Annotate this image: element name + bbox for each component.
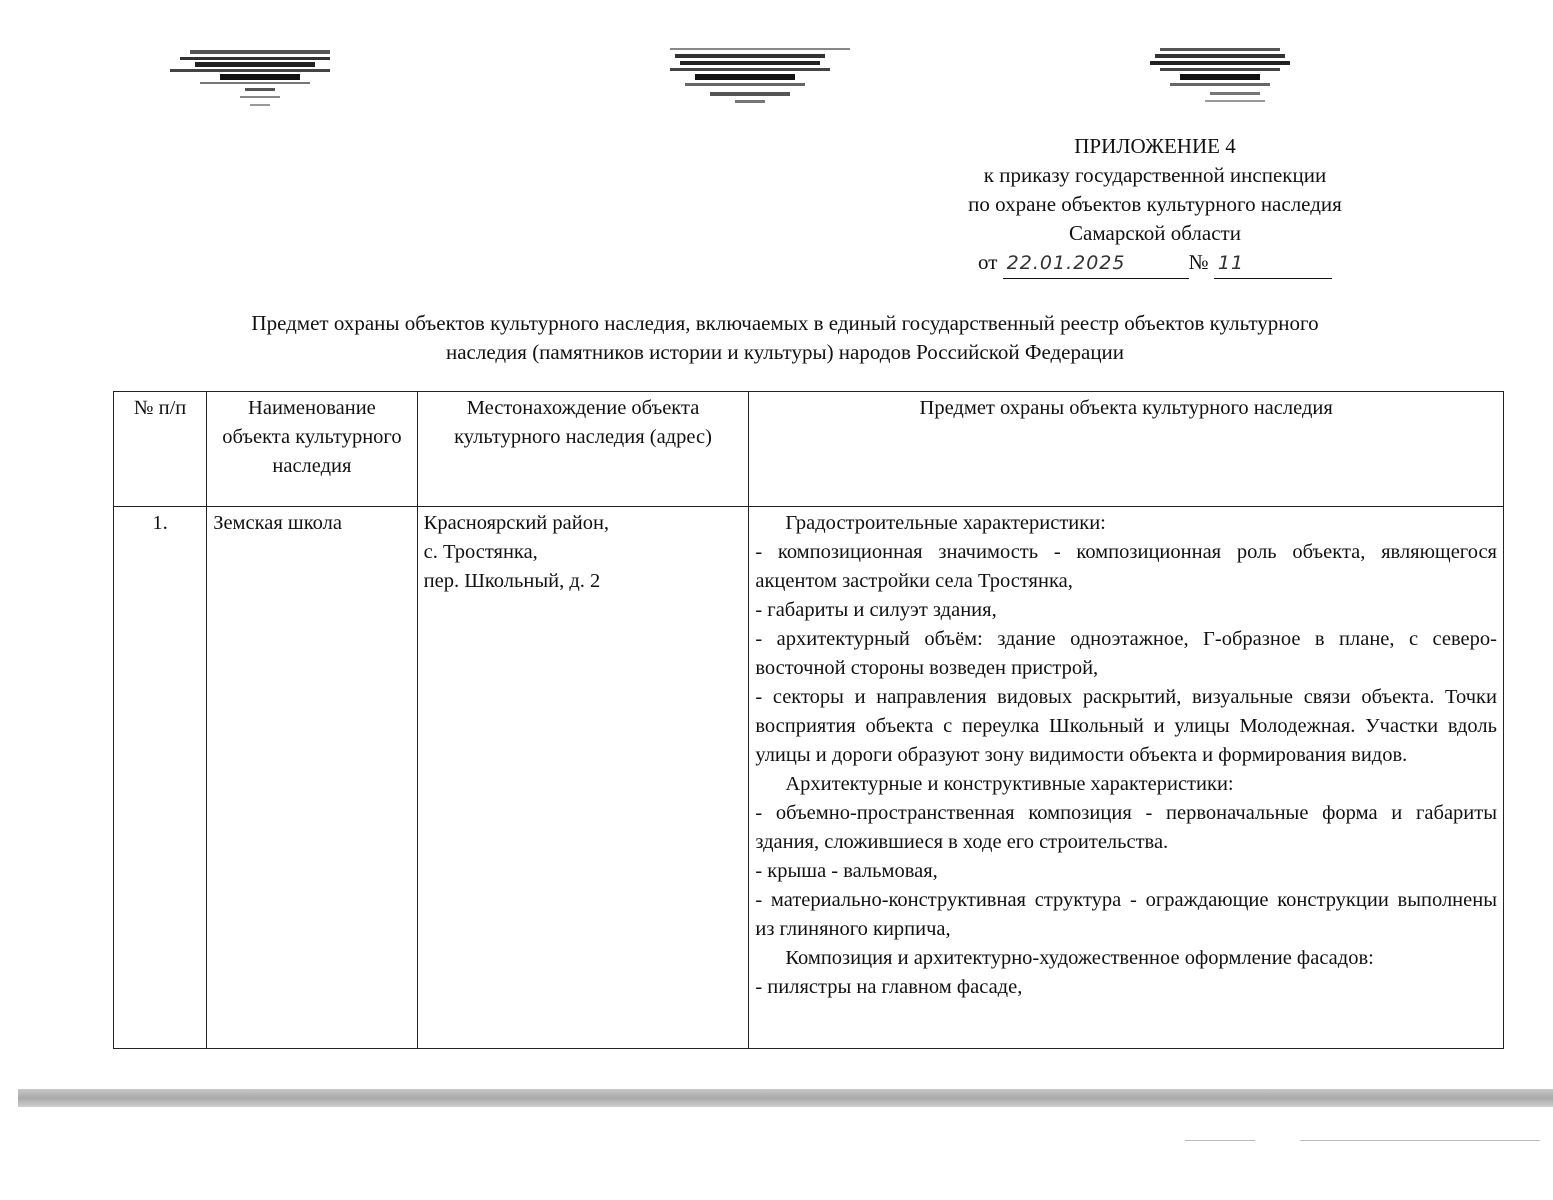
subject-item: - крыша - вальмовая,: [755, 860, 938, 882]
heritage-table: [113, 391, 1504, 1049]
subject-item: - материально-конструктивная структура - ограждающие конструкции выполнены из глиняного кирпича,: [755, 889, 1497, 940]
appendix-line-2: по охране объектов культурного наследия: [968, 192, 1342, 216]
handwritten-number: 11: [1214, 249, 1332, 279]
scan-mark: [1185, 1140, 1255, 1141]
redacted-stamp-center: [640, 44, 860, 114]
title-line-1: Предмет охраны объектов культурного наследия, включаемых в единый государственный реестр объектов культурного: [251, 311, 1319, 335]
table-header-row: [114, 392, 1504, 507]
table-row: [114, 507, 1504, 1049]
subject-item: - композиционная значимость - композиционная роль объекта, являющегося акцентом застройки села Тростянка,: [755, 541, 1497, 592]
subject-item: - архитектурный объём: здание одноэтажное, Г-образное в плане, с северо-восточной стороны возведен пристрой,: [755, 628, 1497, 679]
title-line-2: наследия (памятников истории и культуры) народов Российской Федерации: [445, 340, 1125, 364]
header-name: Наименование объекта культурного наследия: [207, 392, 417, 507]
redacted-stamp-right: [1140, 44, 1300, 114]
subject-heading: Архитектурные и конструктивные характеристики:: [785, 773, 1234, 795]
header-address: Местонахождение объекта культурного наследия (адрес): [417, 392, 749, 507]
document-title: [100, 309, 1470, 367]
subject-item: - секторы и направления видовых раскрытий, визуальные связи объекта. Точки восприятия объекта с переулка Школьный и улицы Молодежная. Участки вдоль улицы и дороги образуют зону видимости объекта и формирования видов.: [755, 686, 1497, 766]
subject-heading: Градостроительные характеристики:: [785, 512, 1106, 534]
scan-edge-bar: [18, 1089, 1553, 1107]
row-name: Земская школа: [207, 507, 417, 1049]
handwritten-date: 22.01.2025: [1003, 249, 1189, 279]
appendix-title: ПРИЛОЖЕНИЕ 4: [1074, 134, 1236, 158]
order-date-number: [900, 248, 1410, 279]
row-number: 1.: [114, 507, 207, 1049]
subject-item: - объемно-пространственная композиция - первоначальные форма и габариты здания, сложившиеся в ходе его строительства.: [755, 802, 1497, 853]
header-number: № п/п: [114, 392, 207, 507]
subject-item: - габариты и силуэт здания,: [755, 599, 997, 621]
appendix-line-3: Самарской области: [1069, 221, 1241, 245]
scan-mark: [1300, 1140, 1540, 1141]
redacted-stamp-left: [160, 44, 340, 114]
subject-heading: Композиция и архитектурно-художественное оформление фасадов:: [785, 947, 1374, 969]
appendix-block: [900, 132, 1410, 279]
number-prefix: №: [1188, 250, 1209, 274]
date-prefix: от: [978, 250, 998, 274]
header-subject: Предмет охраны объекта культурного наследия: [749, 392, 1504, 507]
appendix-line-1: к приказу государственной инспекции: [983, 163, 1327, 187]
row-address: [417, 507, 749, 1049]
address-line: Красноярский район,: [423, 512, 610, 534]
address-line: пер. Школьный, д. 2: [423, 570, 601, 592]
row-subject: [749, 507, 1504, 1049]
subject-item: - пилястры на главном фасаде,: [755, 976, 1023, 998]
address-line: с. Тростянка,: [423, 541, 538, 563]
